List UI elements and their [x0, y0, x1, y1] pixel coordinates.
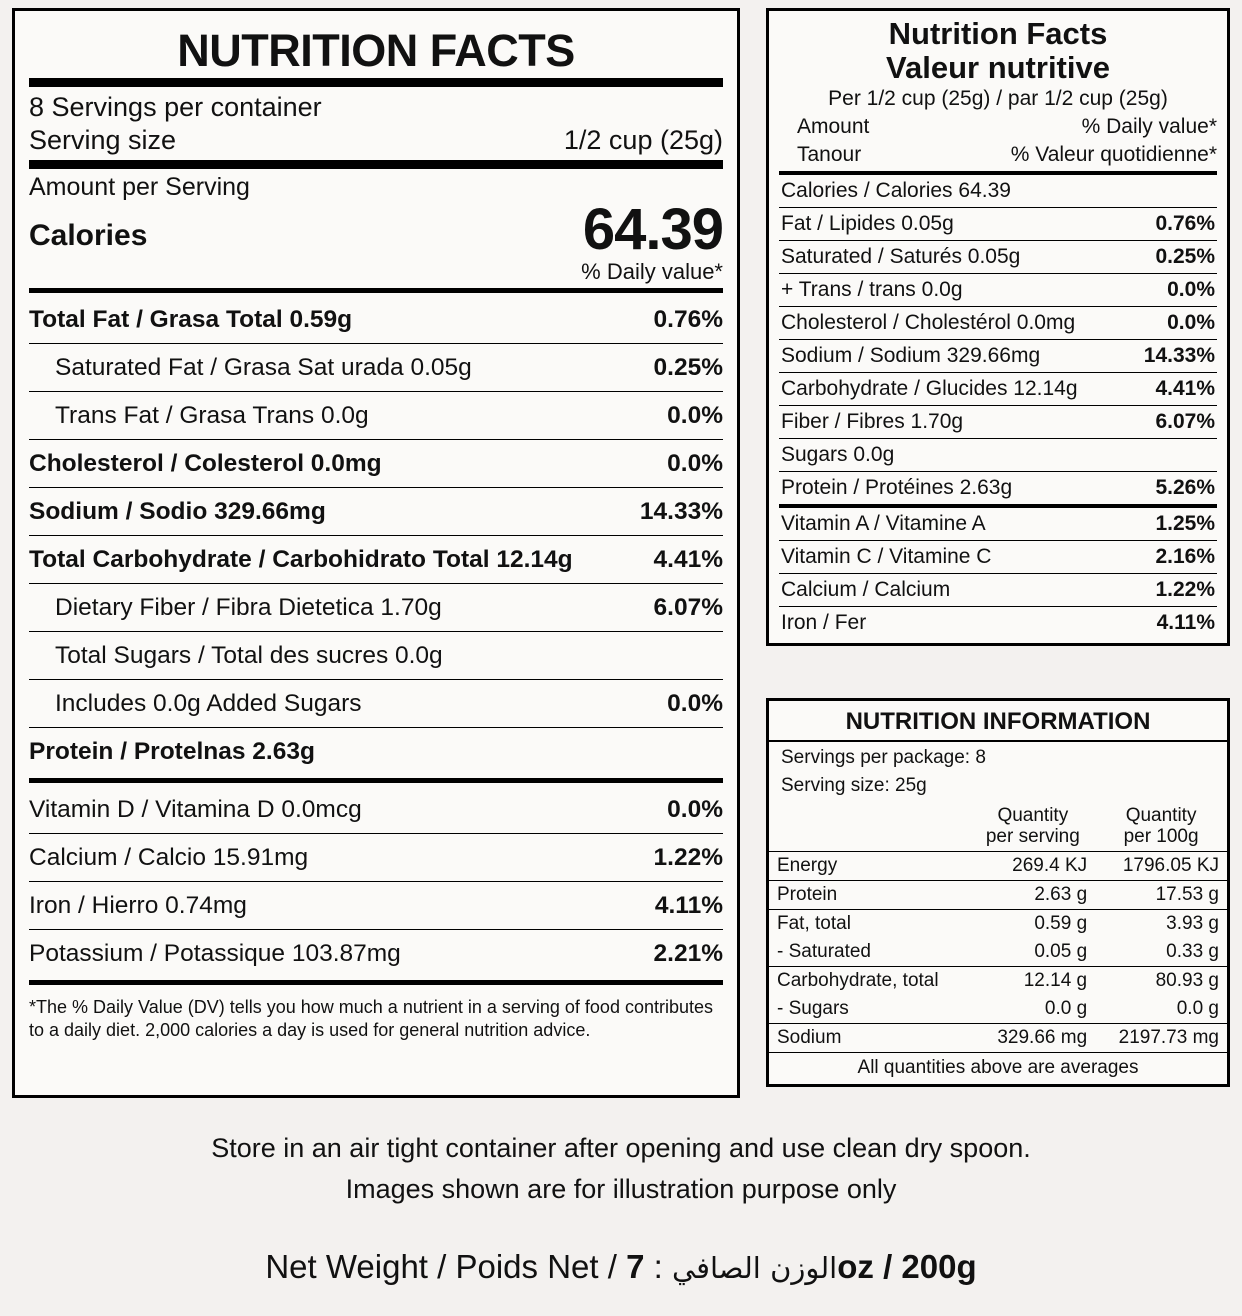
ca-nutrient-label: Calories / Calories 64.39: [781, 178, 1011, 202]
nutrient-dv: 14.33%: [639, 498, 723, 526]
ni-row-name: Carbohydrate, total: [769, 967, 971, 996]
ni-footer-note: All quantities above are averages: [769, 1052, 1227, 1084]
ca-nutrient-dv: 0.25%: [1155, 244, 1215, 268]
ni-col-head-per-serving: [971, 802, 1096, 852]
nutrient-dv: 4.41%: [653, 546, 723, 574]
nutrient-label: Total Sugars / Total des sucres 0.0g: [55, 642, 443, 670]
nutrient-label: Protein / Protelnas 2.63g: [29, 738, 315, 766]
nutrient-dv: 0.25%: [653, 354, 723, 382]
nutrient-label: [29, 402, 657, 430]
ca-nutrient-label: Iron / Fer: [781, 610, 867, 634]
table-row: [779, 606, 1217, 639]
ni-row-per-100g: 0.0 g: [1176, 998, 1219, 1020]
ca-nutrient-dv: 2.16%: [1155, 544, 1215, 568]
ca-header-row-1: [779, 114, 1217, 142]
storage-line-2: Images shown are for illustration purpose only: [345, 1173, 897, 1204]
ca-nutrient-label: Cholesterol / Cholestérol 0.0mg: [781, 310, 1076, 334]
table-row: [779, 504, 1217, 540]
nutrient-label: Total Fat / Grasa Total 0.59g: [29, 306, 353, 334]
ni-servings-per-package: Servings per package: 8: [781, 747, 986, 768]
nutrient-dv: 1.22%: [653, 844, 723, 872]
net-weight-label: Net Weight / Poids Net /: [265, 1248, 617, 1285]
ni-row-per-serving: 0.59 g: [971, 910, 1096, 939]
ca-nutrient-label: + Trans / trans 0.0g: [781, 277, 963, 301]
table-row: [779, 306, 1217, 339]
ni-row-per-100g: 0.33 g: [1166, 941, 1219, 963]
divider-med-dv: [29, 288, 723, 293]
table-row: [779, 372, 1217, 405]
ni-row-name: - Saturated: [777, 941, 871, 963]
ca-panel-title-fr: Valeur nutritive: [886, 50, 1110, 86]
daily-value-footnote: *The % Daily Value (DV) tells you how much a nutrient in a serving of food contributes to a daily diet. 2,000 calories a day is used for general nutrition advice.: [29, 997, 713, 1041]
divider-thick-top: [29, 78, 723, 87]
ni-row-per-serving: 2.63 g: [971, 881, 1096, 910]
ca-nutrient-label: Sodium / Sodium 329.66mg: [781, 343, 1041, 367]
table-row: [779, 273, 1217, 306]
ca-nutrient-dv: 1.25%: [1155, 511, 1215, 535]
serving-size-label: Serving size: [29, 125, 177, 155]
ni-row-per-100g: 80.93 g: [1095, 967, 1227, 996]
ca-amount-en: Amount: [797, 115, 870, 139]
nutrient-label: Vitamin D / Vitamina D 0.0mcg: [29, 796, 362, 824]
table-row: [29, 727, 723, 775]
calories-value: 64.39: [582, 197, 723, 262]
table-row: [779, 339, 1217, 372]
nutrient-label: Dietary Fiber / Fibra Dietetica 1.70g: [55, 594, 442, 622]
ni-header-row: [769, 802, 1227, 852]
nutrient-label-text: Trans Fat / Grasa Trans 0.0g: [55, 402, 369, 430]
ni-row-per-serving: 12.14 g: [971, 967, 1096, 996]
ca-nutrient-dv: 0.0%: [1167, 277, 1215, 301]
table-row: [29, 631, 723, 679]
nutrient-label: Calcium / Calcio 15.91mg: [29, 844, 309, 872]
servings-per-container: 8 Servings per container: [29, 92, 322, 123]
amount-per-serving-label: Amount per Serving: [29, 173, 250, 201]
ca-per-serving: Per 1/2 cup (25g) / par 1/2 cup (25g): [828, 87, 1168, 111]
ca-nutrient-dv: 6.07%: [1155, 409, 1215, 433]
table-row: [769, 995, 1227, 1024]
net-weight-line: [0, 1248, 1242, 1286]
ca-nutrient-dv: 4.11%: [1156, 610, 1215, 634]
ni-row-name: - Sugars: [777, 998, 849, 1020]
storage-instructions: [0, 1128, 1242, 1209]
ca-nutrition-facts-panel: [766, 8, 1230, 646]
ca-nutrient-label: Calcium / Calcium: [781, 577, 951, 601]
us-nutrition-facts-panel: [12, 8, 740, 1098]
ni-serving-size: Serving size: 25g: [781, 774, 927, 796]
table-row: [779, 540, 1217, 573]
table-row: [29, 296, 723, 343]
ca-nutrient-label: Fiber / Fibres 1.70g: [781, 409, 964, 433]
ca-nutrient-dv: 0.76%: [1155, 211, 1215, 235]
ni-title: NUTRITION INFORMATION: [769, 705, 1227, 742]
table-row: [769, 910, 1227, 939]
nutrient-label: Includes 0.0g Added Sugars: [55, 690, 362, 718]
table-row: [29, 929, 723, 977]
table-row: [29, 786, 723, 833]
ca-nutrient-dv: 14.33%: [1143, 343, 1215, 367]
ca-nutrient-label: Fat / Lipides 0.05g: [781, 211, 954, 235]
calories-label: Calories: [29, 219, 148, 253]
nutrient-dv: 0.76%: [653, 306, 723, 334]
table-row: [779, 573, 1217, 606]
nutrient-dv: 4.11%: [654, 892, 723, 920]
nutrient-dv: 0.0%: [667, 402, 723, 430]
ni-col-head-per-100g: [1095, 802, 1227, 852]
nutrient-label: Cholesterol / Colesterol 0.0mg: [29, 450, 382, 478]
ni-col-head-line1: Quantity: [1125, 804, 1197, 826]
table-row: [779, 405, 1217, 438]
calories-row: [29, 197, 723, 262]
ni-row-name: Fat, total: [769, 910, 971, 939]
ca-dv-en: % Daily value*: [1081, 115, 1217, 139]
nutrient-dv: 0.0%: [667, 450, 723, 478]
ni-row-name: Protein: [769, 881, 971, 910]
table-row: [779, 438, 1217, 471]
table-row: [29, 881, 723, 929]
table-row: [779, 207, 1217, 240]
table-row: [779, 171, 1217, 207]
serving-size-value: 1/2 cup (25g): [563, 125, 723, 155]
ca-nutrient-dv: 0.0%: [1167, 310, 1215, 334]
table-row: [29, 391, 723, 439]
ni-col-head-line2: per 100g: [1123, 826, 1199, 848]
ni-col-head-line1: Quantity: [997, 804, 1069, 826]
ca-amount-fr: Tanour: [797, 143, 862, 167]
table-row: [29, 833, 723, 881]
nutrition-information-panel: [766, 698, 1230, 1087]
table-row: [29, 487, 723, 535]
ni-col-head-line2: per serving: [985, 826, 1080, 848]
ca-nutrient-label: Carbohydrate / Glucides 12.14g: [781, 376, 1078, 400]
nutrient-dv: 0.0%: [667, 690, 723, 718]
table-row: [29, 679, 723, 727]
ni-row-per-100g: 3.93 g: [1095, 910, 1227, 939]
table-row: [769, 881, 1227, 910]
nutrient-dv: 2.21%: [653, 940, 723, 968]
ca-nutrient-dv: 1.22%: [1155, 577, 1215, 601]
nutrient-label: Saturated Fat / Grasa Sat urada 0.05g: [55, 354, 472, 382]
net-weight-colon: :: [653, 1248, 663, 1285]
table-row: [779, 240, 1217, 273]
storage-line-1: Store in an air tight container after opening and use clean dry spoon.: [211, 1133, 1031, 1163]
divider-med-micros: [29, 778, 723, 783]
nutrient-label: Iron / Hierro 0.74mg: [29, 892, 247, 920]
ni-row-per-100g: 17.53 g: [1095, 881, 1227, 910]
nutrient-label: Total Carbohydrate / Carbohidrato Total 12.14g: [29, 546, 573, 574]
divider-thick-mid: [29, 160, 723, 169]
ni-row-per-serving: 0.05 g: [1034, 941, 1088, 963]
net-weight-value: 7oz / 200g: [626, 1248, 977, 1285]
nutrient-dv: 6.07%: [653, 594, 723, 622]
divider-med-footnote: [29, 980, 723, 985]
table-row: [769, 1024, 1227, 1053]
net-weight-arabic: الوزن الصافي: [671, 1251, 838, 1285]
us-panel-title: NUTRITION FACTS: [177, 25, 575, 76]
table-row: [29, 583, 723, 631]
ca-nutrient-label: Vitamin A / Vitamine A: [781, 511, 986, 535]
ni-row-per-serving: 269.4 KJ: [971, 852, 1096, 881]
table-row: [29, 343, 723, 391]
serving-size-row: [29, 125, 723, 156]
table-row: [29, 535, 723, 583]
ca-nutrient-label: Protein / Protéines 2.63g: [781, 475, 1013, 499]
table-row: [779, 471, 1217, 504]
daily-value-header: % Daily value*: [581, 259, 723, 285]
ca-header-row-2: [779, 142, 1217, 170]
ni-table: [769, 802, 1227, 1053]
nutrient-label: Sodium / Sodio 329.66mg: [29, 498, 326, 526]
ni-row-name: Sodium: [769, 1024, 971, 1053]
ca-dv-fr: % Valeur quotidienne*: [1010, 143, 1217, 167]
ca-nutrient-label: Saturated / Saturés 0.05g: [781, 244, 1021, 268]
ni-row-per-100g: 2197.73 mg: [1095, 1024, 1227, 1053]
ca-nutrient-dv: 5.26%: [1155, 475, 1215, 499]
nutrient-dv: 0.0%: [667, 796, 723, 824]
ni-row-per-100g: 1796.05 KJ: [1095, 852, 1227, 881]
table-row: [29, 439, 723, 487]
ni-row-per-serving: 329.66 mg: [971, 1024, 1096, 1053]
nutrient-label: Potassium / Potassique 103.87mg: [29, 940, 401, 968]
table-row: [769, 967, 1227, 996]
ca-panel-title-en: Nutrition Facts: [888, 16, 1108, 51]
ca-nutrient-label: Sugars 0.0g: [781, 442, 895, 466]
ca-nutrient-label: Vitamin C / Vitamine C: [781, 544, 992, 568]
ca-nutrient-dv: 4.41%: [1155, 376, 1215, 400]
table-row: [769, 938, 1227, 967]
table-row: [769, 852, 1227, 881]
ni-row-name: Energy: [769, 852, 971, 881]
ni-row-per-serving: 0.0 g: [1044, 998, 1088, 1020]
